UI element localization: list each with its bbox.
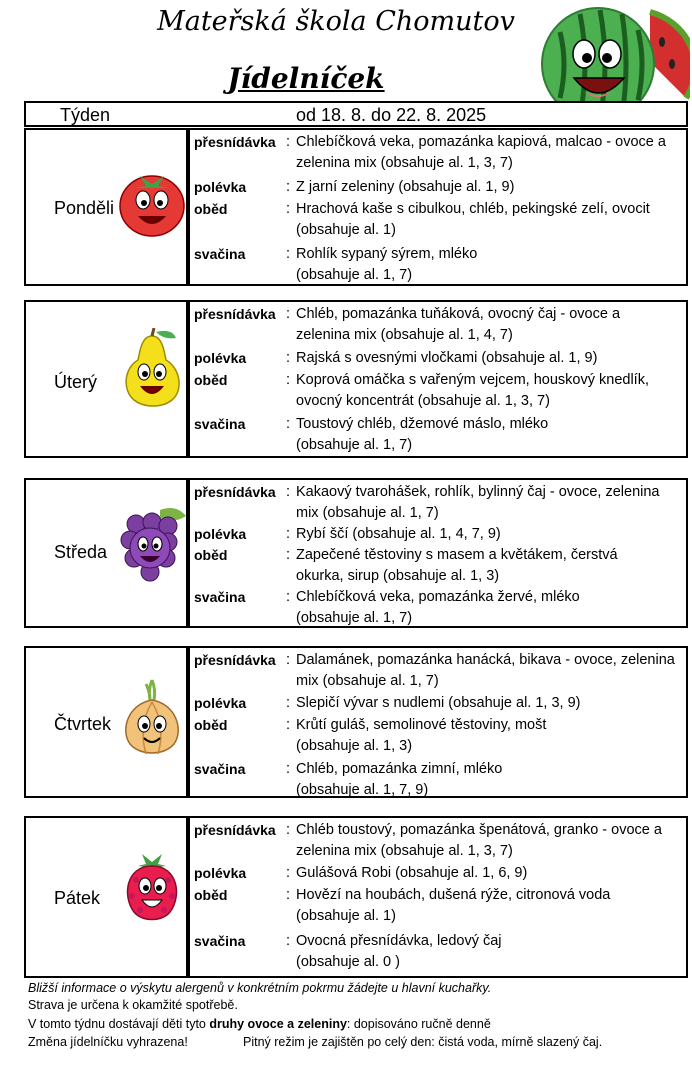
- meal-text: (obsahuje al. 1, 7): [296, 267, 413, 283]
- pear-icon: [116, 328, 188, 408]
- onion-icon: [116, 678, 188, 758]
- day-section-wednesday: [24, 478, 688, 628]
- tomato-icon: [116, 160, 188, 240]
- meal-text: zelenina mix (obsahuje al. 1, 4, 7): [296, 327, 513, 343]
- meal-text: Chléb toustový, pomazánka špenátová, granko - ovoce a: [296, 822, 662, 838]
- allergen-note: Bližší informace o výskytu alergenů v konkrétním pokrmu žádejte u hlavní kuchařky.: [28, 981, 492, 995]
- meal-text: Koprová omáčka s vařeným vejcem, houskový knedlík,: [296, 372, 649, 388]
- day-name: Čtvrtek: [54, 714, 112, 734]
- fruit-note-suffix: : dopisováno ručně denně: [346, 1017, 491, 1031]
- fruit-note: [28, 1017, 491, 1031]
- meal-text: (obsahuje al. 1, 7): [296, 610, 413, 626]
- meals-cell: přesnídávka : Chléb, pomazánka tuňáková, ovocný čaj - ovoce a zelenina mix (obsahuje al. 1, 4, 7) polévka : Rajská s ovesnými vločkami (obsahuje al. 1, 9) oběd : Koprová omáčka s vařeným vejcem, houskový knedlík, ovocný koncentrát (obsahuje al. 1, 3, 7) svačina : Toustový chléb, džemové máslo, mléko (obsahuje al. 1, 7): [188, 300, 688, 458]
- meal-label: svačina: [194, 589, 246, 605]
- meal-text: Ovocná přesnídávka, ledový čaj: [296, 933, 502, 949]
- meal-text: mix (obsahuje al. 1, 7): [296, 505, 439, 521]
- meal-text: Rybí ščí (obsahuje al. 1, 4, 7, 9): [296, 526, 501, 542]
- day-cell: [24, 300, 188, 458]
- meal-text: Chlebíčková veka, pomazánka žervé, mléko: [296, 589, 580, 605]
- week-range: od 18. 8. do 22. 8. 2025: [296, 105, 487, 125]
- meals-cell: přesnídávka : Dalamánek, pomazánka hanácká, bikava - ovoce, zelenina mix (obsahuje al. 1, 7) polévka : Slepičí vývar s nudlemi (obsahuje al. 1, 3, 9) oběd : Krůtí guláš, semolinové těstoviny, mošt (obsahuje al. 1, 3) svačina : Chléb, pomazánka zimní, mléko (obsahuje al. 1, 7, 9): [188, 646, 688, 798]
- meal-text: (obsahuje al. 1, 7, 9): [296, 782, 429, 798]
- day-cell: [24, 478, 188, 628]
- change-note: Změna jídelníčku vyhrazena!: [28, 1035, 188, 1049]
- meal-label: oběd: [194, 372, 228, 388]
- meal-text: mix (obsahuje al. 1, 7): [296, 673, 439, 689]
- meals-cell: přesnídávka : Chlebíčková veka, pomazánka kapiová, malcao - ovoce a zelenina mix (obsahuje al. 1, 3, 7) polévka : Z jarní zeleniny (obsahuje al. 1, 9) oběd : Hrachová kaše s cibulkou, chléb, pekingské zelí, ovocit (obsahuje al. 1) svačina : Rohlík sypaný sýrem, mléko (obsahuje al. 1, 7): [188, 128, 688, 286]
- meal-label: svačina: [194, 761, 246, 777]
- meal-text: Toustový chléb, džemové máslo, mléko: [296, 416, 549, 432]
- meal-label: oběd: [194, 887, 228, 903]
- day-section-tuesday: [24, 300, 688, 458]
- day-name: Ponděli: [54, 198, 115, 218]
- meal-text: Rajská s ovesnými vločkami (obsahuje al. 1, 9): [296, 350, 598, 366]
- consumption-note: Strava je určena k okamžité spotřebě.: [28, 998, 238, 1012]
- meal-label: oběd: [194, 201, 228, 217]
- day-name: Úterý: [54, 372, 98, 392]
- meal-label: polévka: [194, 695, 247, 711]
- menu-title: Jídelníček: [227, 62, 385, 95]
- meal-text: Hrachová kaše s cibulkou, chléb, pekingské zelí, ovocit: [296, 201, 650, 217]
- day-section-friday: [24, 816, 688, 978]
- meal-label: oběd: [194, 547, 228, 563]
- meal-text: zelenina mix (obsahuje al. 1, 3, 7): [296, 843, 513, 859]
- meal-text: Gulášová Robi (obsahuje al. 1, 6, 9): [296, 865, 528, 881]
- meals-cell: přesnídávka : Kakaový tvarohášek, rohlík, bylinný čaj - ovoce, zelenina mix (obsahuje al. 1, 7) polévka : Rybí ščí (obsahuje al. 1, 4, 7, 9) oběd : Zapečené těstoviny s masem a květákem, čerstvá okurka, sirup (obsahuje al. 1, 3) svačina : Chlebíčková veka, pomazánka žervé, mléko (obsahuje al. 1, 7): [188, 478, 688, 628]
- meal-label: přesnídávka: [194, 822, 276, 838]
- meal-text: Zapečené těstoviny s masem a květákem, čerstvá: [296, 547, 618, 563]
- meal-label: polévka: [194, 350, 247, 366]
- meal-text: Chléb, pomazánka zimní, mléko: [296, 761, 503, 777]
- meal-label: polévka: [194, 865, 247, 881]
- raspberry-icon: [116, 844, 188, 924]
- meal-text: Hovězí na houbách, dušená rýže, citronová voda: [296, 887, 611, 903]
- day-section-thursday: [24, 646, 688, 798]
- meal-label: polévka: [194, 526, 247, 542]
- meal-label: svačina: [194, 246, 246, 262]
- meal-label: svačina: [194, 933, 246, 949]
- meal-text: Rohlík sypaný sýrem, mléko: [296, 246, 478, 262]
- drink-note: Pitný režim je zajištěn po celý den: čistá voda, mírně slazený čaj.: [243, 1035, 603, 1049]
- week-row: [24, 101, 688, 127]
- meal-text: ovocný koncentrát (obsahuje al. 1, 3, 7): [296, 393, 550, 409]
- grapes-icon: [116, 506, 188, 586]
- day-section-monday: [24, 128, 688, 286]
- meal-text: Krůtí guláš, semolinové těstoviny, mošt: [296, 717, 547, 733]
- meal-label: přesnídávka: [194, 484, 276, 500]
- day-cell: [24, 646, 188, 798]
- meal-text: okurka, sirup (obsahuje al. 1, 3): [296, 568, 500, 584]
- fruit-note-bold: druhy ovoce a zeleniny: [209, 1017, 347, 1031]
- meal-label: přesnídávka: [194, 134, 276, 150]
- meal-text: (obsahuje al. 0 ): [296, 954, 400, 970]
- day-name: Pátek: [54, 888, 101, 908]
- meal-text: (obsahuje al. 1, 3): [296, 738, 413, 754]
- school-title: Mateřská škola Chomutov: [157, 6, 515, 37]
- day-name: Středa: [54, 542, 108, 562]
- meal-text: Z jarní zeleniny (obsahuje al. 1, 9): [296, 179, 515, 195]
- meal-label: polévka: [194, 179, 247, 195]
- meal-text: Kakaový tvarohášek, rohlík, bylinný čaj - ovoce, zelenina: [296, 484, 660, 500]
- meals-cell: přesnídávka : Chléb toustový, pomazánka špenátová, granko - ovoce a zelenina mix (obsahuje al. 1, 3, 7) polévka : Gulášová Robi (obsahuje al. 1, 6, 9) oběd : Hovězí na houbách, dušená rýže, citronová voda (obsahuje al. 1) svačina : Ovocná přesnídávka, ledový čaj (obsahuje al. 0 ): [188, 816, 688, 978]
- meal-text: (obsahuje al. 1, 7): [296, 437, 413, 453]
- fruit-note-prefix: V tomto týdnu dostávají děti tyto: [28, 1017, 210, 1031]
- meal-text: Chléb, pomazánka tuňáková, ovocný čaj - ovoce a: [296, 306, 621, 322]
- meal-text: (obsahuje al. 1): [296, 908, 396, 924]
- meal-label: oběd: [194, 717, 228, 733]
- meal-label: přesnídávka: [194, 652, 276, 668]
- meal-text: zelenina mix (obsahuje al. 1, 3, 7): [296, 155, 513, 171]
- meal-text: Chlebíčková veka, pomazánka kapiová, malcao - ovoce a: [296, 134, 666, 150]
- meal-text: Dalamánek, pomazánka hanácká, bikava - ovoce, zelenina: [296, 652, 675, 668]
- meal-label: přesnídávka: [194, 306, 276, 322]
- meal-label: svačina: [194, 416, 246, 432]
- meal-text: (obsahuje al. 1): [296, 222, 396, 238]
- day-cell: [24, 128, 188, 286]
- day-cell: [24, 816, 188, 978]
- meal-text: Slepičí vývar s nudlemi (obsahuje al. 1, 3, 9): [296, 695, 581, 711]
- week-label: Týden: [60, 105, 111, 125]
